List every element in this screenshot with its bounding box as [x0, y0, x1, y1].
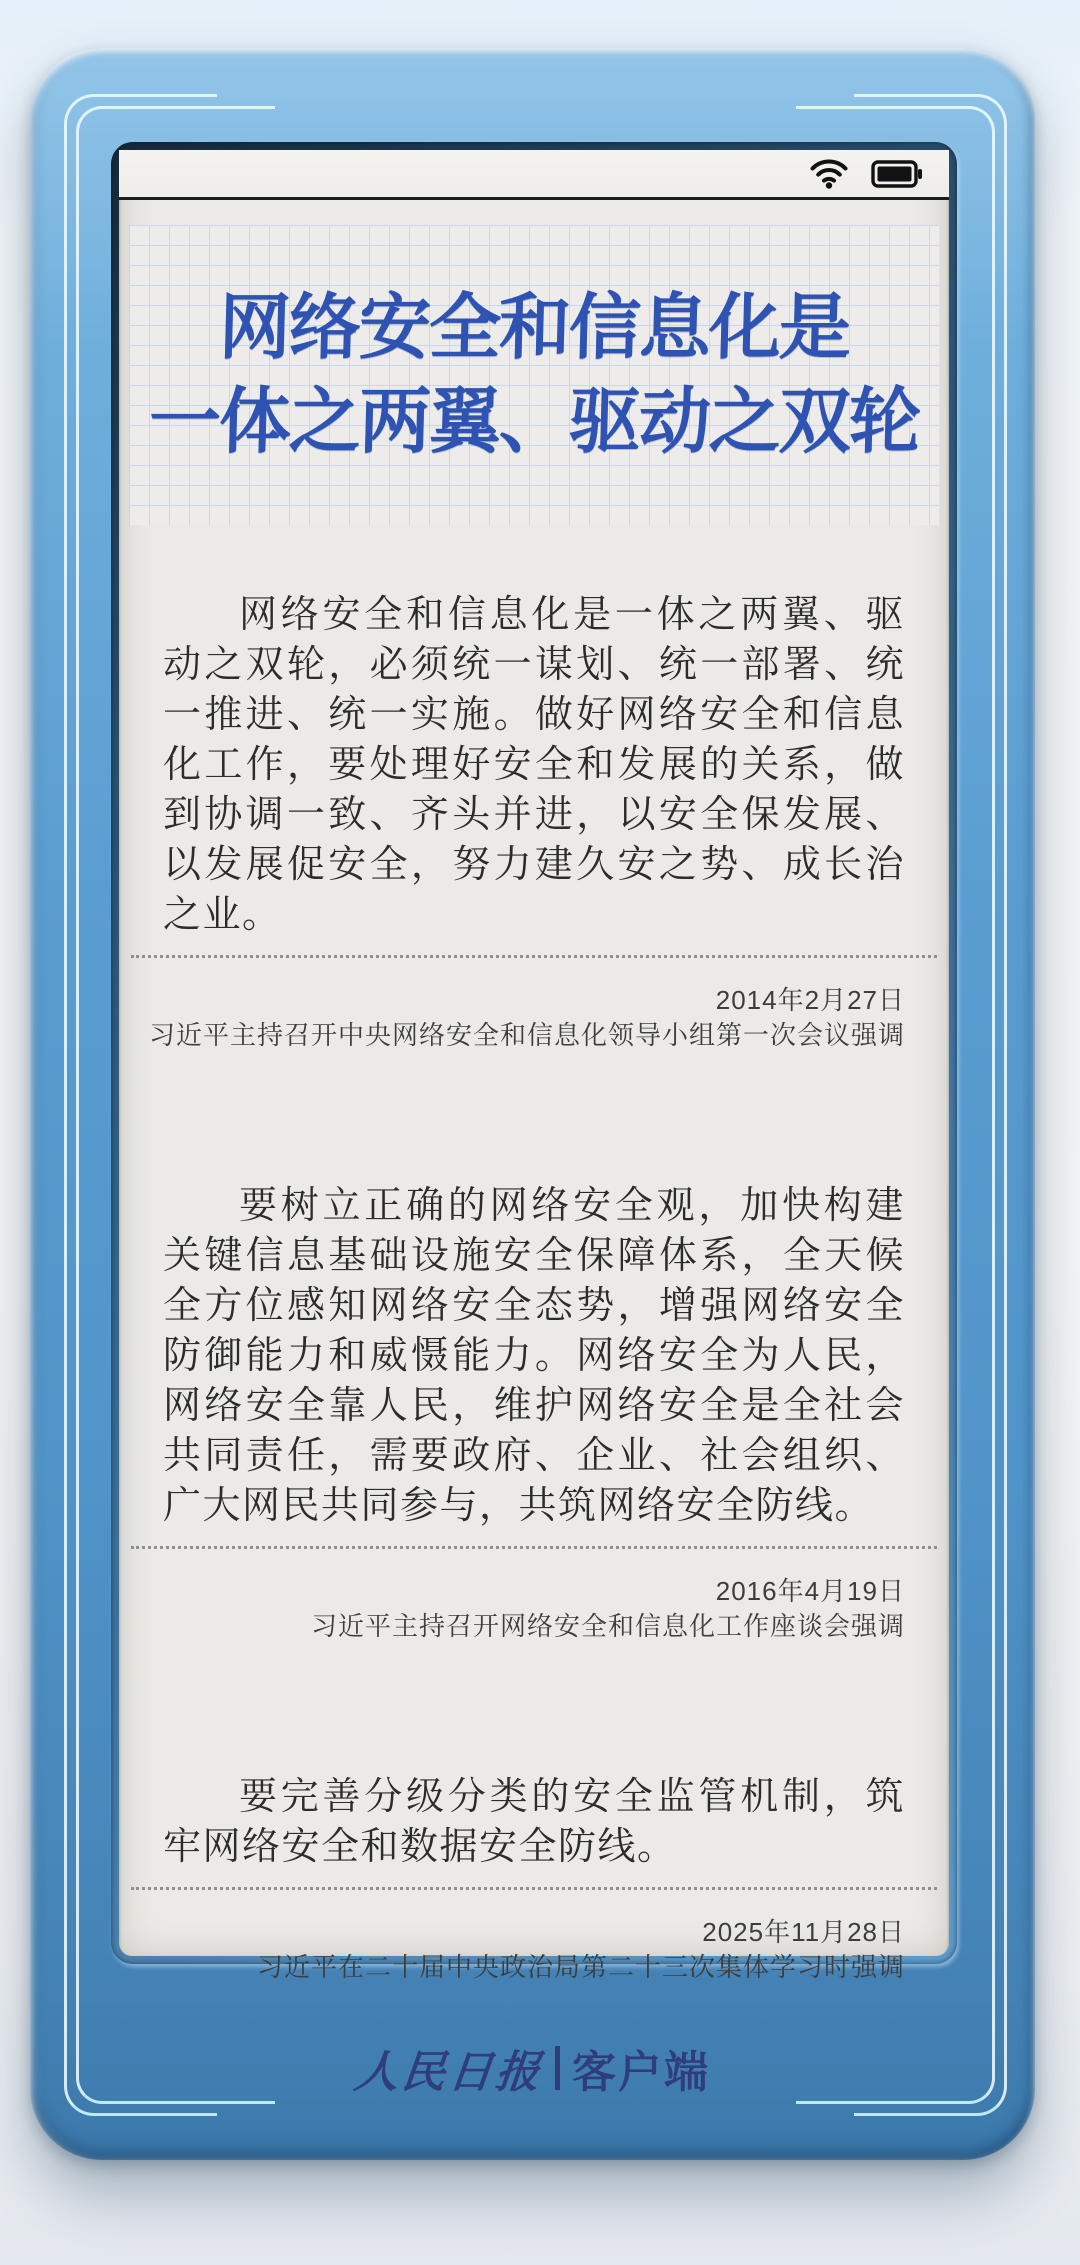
page-title-line1: 网络安全和信息化是 — [217, 288, 851, 368]
peoples-daily-script-logo: 人民日报 — [351, 2048, 546, 2097]
quote-section-3 — [119, 1772, 949, 1985]
screen-bezel — [111, 142, 957, 1982]
quote-source: 习近平在二十届中央政治局第二十三次集体学习时强调 — [256, 1952, 905, 1982]
title-grid-paper — [129, 225, 939, 525]
quote-source: 习近平主持召开网络安全和信息化工作座谈会强调 — [310, 1611, 905, 1641]
client-label: 客户端 — [572, 2048, 710, 2097]
quote-text: 要完善分级分类的安全监管机制，筑牢网络安全和数据安全防线。 — [163, 1776, 905, 1868]
logo-divider-bar — [555, 2046, 560, 2090]
quote-attribution — [131, 1887, 937, 1985]
quote-text: 网络安全和信息化是一体之两翼、驱动之双轮，必须统一谋划、统一部署、统一推进、统一实施。做好网络安全和信息化工作，要处理好安全和发展的关系，做到协调一致、齐头并进，以安全保发展、以发展促安全，努力建久安之势、成长治之业。 — [163, 594, 905, 936]
quote-date: 2016年4月19日 — [715, 1576, 905, 1606]
page-title-line2: 一体之两翼、驱动之双轮 — [147, 382, 921, 462]
battery-icon — [871, 160, 923, 188]
quote-source: 习近平主持召开中央网络安全和信息化领导小组第一次会议强调 — [148, 1020, 905, 1050]
device-screen — [119, 150, 949, 1982]
quote-attribution — [131, 955, 937, 1053]
quote-section-2 — [119, 1181, 949, 1644]
quote-date: 2025年11月28日 — [702, 1917, 905, 1947]
quote-section-1 — [119, 590, 949, 1053]
tablet-device-frame — [30, 48, 1035, 2160]
quote-date: 2014年2月27日 — [715, 985, 905, 1015]
status-bar — [119, 150, 949, 200]
quote-attribution — [131, 1546, 937, 1644]
wifi-icon — [809, 158, 849, 189]
quote-text: 要树立正确的网络安全观，加快构建关键信息基础设施安全保障体系，全天候全方位感知网络安全态势，增强网络安全防御能力和威慑能力。网络安全为人民，网络安全靠人民，维护网络安全是全社会共同责任，需要政府、企业、社会组织、广大网民共同参与，共筑网络安全防线。 — [163, 1185, 905, 1527]
peoples-daily-client-logo — [30, 2038, 1035, 2098]
